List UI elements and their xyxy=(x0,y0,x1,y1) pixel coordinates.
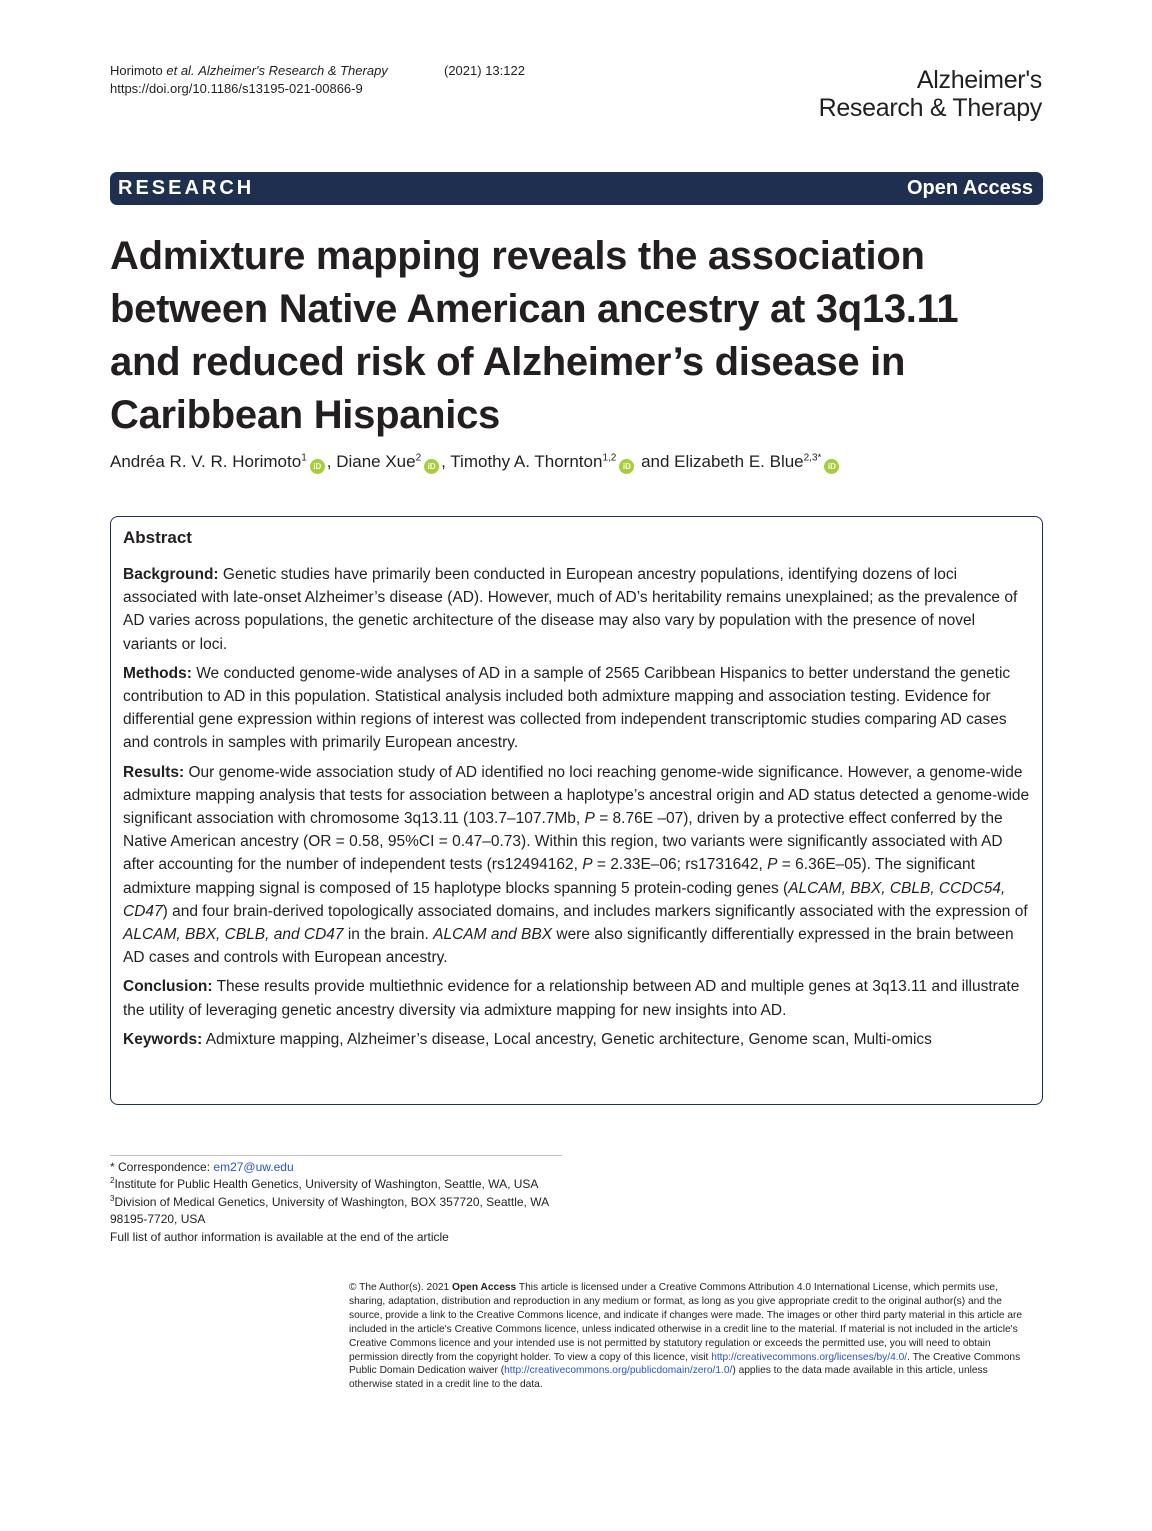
waiver-url-link[interactable]: http://creativecommons.org/publicdomain/zero/1.0/ xyxy=(504,1365,733,1377)
conclusion-label: Conclusion: xyxy=(123,978,213,996)
abstract-box xyxy=(110,516,1043,1105)
year-volume: (2021) 13:122 xyxy=(444,63,525,78)
open-access-label: Open Access xyxy=(907,177,1033,199)
abstract-keywords xyxy=(123,1028,1030,1051)
affiliation-text: Division of Medical Genetics, University of Washington, BOX 357720, Seattle, WA 98195-7720, USA xyxy=(110,1194,549,1227)
abstract-methods xyxy=(123,662,1030,755)
abstract-heading: Abstract xyxy=(123,528,192,547)
doi-link[interactable]: https://doi.org/10.1186/s13195-021-00866-9 xyxy=(110,81,363,96)
author-affiliation: 1,2 xyxy=(602,452,617,464)
orcid-icon[interactable]: iD xyxy=(619,459,634,474)
author-affiliation: 1 xyxy=(301,452,307,464)
gene-list: ALCAM, BBX, CBLB, CCDC54, CD47 xyxy=(123,879,1006,920)
results-text: ) and four brain-derived topologically associated domains, and includes markers significantly associated with the expression of xyxy=(162,902,1028,920)
running-header xyxy=(110,62,388,98)
methods-text: We conducted genome-wide analyses of AD in a sample of 2565 Caribbean Hispanics to better understand the genetic contribution to AD in this population. Statistical analysis included both admixture mapping and association testing. Evidence for differential gene expression within regions of interest was collected from independent transcriptomic studies comparing AD cases and controls in samples with primarily European ancestry. xyxy=(123,664,1011,752)
orcid-icon[interactable]: iD xyxy=(824,459,839,474)
methods-label: Methods: xyxy=(123,664,192,682)
p-symbol: P xyxy=(584,810,595,828)
affiliation-3 xyxy=(110,1194,562,1229)
correspondence xyxy=(110,1159,562,1176)
footnotes xyxy=(110,1159,562,1246)
gene-list: ALCAM, BBX, CBLB, and CD47 xyxy=(123,926,344,944)
results-text: = 2.33E–06; rs1731642, xyxy=(592,856,768,874)
open-access-bold: Open Access xyxy=(452,1282,517,1293)
citation-et-al: et al. xyxy=(166,63,195,78)
journal-logo xyxy=(819,66,1042,122)
correspondence-email-link[interactable]: em27@uw.edu xyxy=(213,1160,294,1174)
abstract-conclusion xyxy=(123,975,1030,1021)
copyright-text: © The Author(s). 2021 xyxy=(349,1282,453,1293)
license-text: . The Creative Commons Public Domain Dedication waiver ( xyxy=(349,1351,1021,1377)
background-label: Background: xyxy=(123,566,219,583)
citation-author: Horimoto xyxy=(110,63,163,78)
orcid-icon[interactable]: iD xyxy=(310,459,325,474)
journal-logo-line1: Alzheimer's xyxy=(916,66,1042,94)
author-separator: , xyxy=(326,452,337,471)
author-separator: , xyxy=(441,452,451,471)
author-affiliation: 2,3* xyxy=(803,452,822,464)
article-type-banner xyxy=(110,172,1043,205)
license-statement xyxy=(349,1281,1029,1392)
author-name: Elizabeth E. Blue xyxy=(674,452,804,471)
license-text: ) applies to the data made available in this article, unless otherwise stated in a credit line to the data. xyxy=(349,1365,988,1391)
abstract-background xyxy=(123,563,1030,656)
citation-line xyxy=(110,62,388,80)
author-list xyxy=(110,450,841,474)
gene-list: ALCAM and BBX xyxy=(433,926,553,944)
keywords-label: Keywords: xyxy=(123,1030,203,1048)
p-symbol: P xyxy=(767,856,778,874)
results-text: = 6.36E–05). The significant admixture mapping signal is composed of 15 haplotype blocks spanning 5 protein-coding genes ( xyxy=(123,856,975,897)
affiliation-number: 2 xyxy=(110,1176,115,1186)
author-name: Timothy A. Thornton xyxy=(450,452,603,471)
author-separator: and xyxy=(636,452,675,471)
orcid-icon[interactable]: iD xyxy=(424,459,439,474)
abstract-results xyxy=(123,761,1030,970)
conclusion-text: These results provide multiethnic evidence for a relationship between AD and multiple genes at 3q13.11 and illustrate the utility of leveraging genetic ancestry diversity via admixture mapping for new insights into AD. xyxy=(123,978,1020,1019)
author-affiliation: 2 xyxy=(415,452,422,464)
results-label: Results: xyxy=(123,763,185,781)
citation-journal: Alzheimer's Research & Therapy xyxy=(198,63,388,78)
p-symbol: P xyxy=(582,856,593,874)
journal-logo-line2: Research & Therapy xyxy=(818,94,1042,122)
keywords-text: Admixture mapping, Alzheimer’s disease, Local ancestry, Genetic architecture, Genome scan, Multi-omics xyxy=(205,1030,932,1048)
correspondence-label: * Correspondence: xyxy=(110,1160,214,1174)
results-text: were also significantly differentially expressed in the brain between AD cases and controls with European ancestry. xyxy=(123,926,1014,967)
author-info-note: Full list of author information is available at the end of the article xyxy=(110,1229,449,1244)
affiliation-text: Institute for Public Health Genetics, University of Washington, Seattle, WA, USA xyxy=(114,1177,539,1192)
footnote-divider xyxy=(110,1155,562,1156)
license-text: This article is licensed under a Creative Commons Attribution 4.0 International License, which permits use, sharing, adaptation, distribution and reproduction in any medium or format, as long as you give appropriate credit to the original author(s) and the source, provide a link to the Creative Commons licence, and indicate if changes were made. The images or other third party material in this article are included in the article's Creative Commons licence, unless indicated otherwise in a credit line to the material. If material is not included in the article's Creative Commons licence and your intended use is not permitted by statutory regulation or exceeds the permitted use, you will need to obtain permission directly from the copyright holder. To view a copy of this licence, visit xyxy=(349,1282,1023,1363)
license-url-link[interactable]: http://creativecommons.org/licenses/by/4.0/ xyxy=(711,1351,908,1363)
author-name: Andréa R. V. R. Horimoto xyxy=(110,452,302,471)
affiliation-number: 3 xyxy=(110,1193,115,1203)
section-label: RESEARCH xyxy=(118,177,255,199)
background-text: Genetic studies have primarily been conducted in European ancestry populations, identifying dozens of loci associated with late-onset Alzheimer’s disease (AD). However, much of AD’s heritability remains unexplained; as the prevalence of AD varies across populations, the genetic architecture of the disease may also vary by population with the presence of novel variants or loci. xyxy=(123,566,1018,653)
article-title: Admixture mapping reveals the association between Native American ancestry at 3q13.11 and reduced risk of Alzheimer’s disease in Caribbean Hispanics xyxy=(110,234,959,437)
author-name: Diane Xue xyxy=(336,452,416,471)
results-text: = 8.76E –07), driven by a protective effect conferred by the Native American ancestry (OR = 0.58, 95%CI = 0.47–0.73). Within this region, two variants were significantly associated with AD after accounting for the number of independent tests (rs12494162, xyxy=(123,810,1003,874)
results-text: Our genome-wide association study of AD identified no loci reaching genome-wide significance. However, a genome-wide admixture mapping analysis that tests for association between a haplotype’s ancestral origin and AD status detected a genome-wide significant association with chromosome 3q13.11 (103.7–107.7Mb, xyxy=(123,763,1030,828)
results-text: in the brain. xyxy=(343,926,434,944)
affiliation-2 xyxy=(110,1176,562,1193)
